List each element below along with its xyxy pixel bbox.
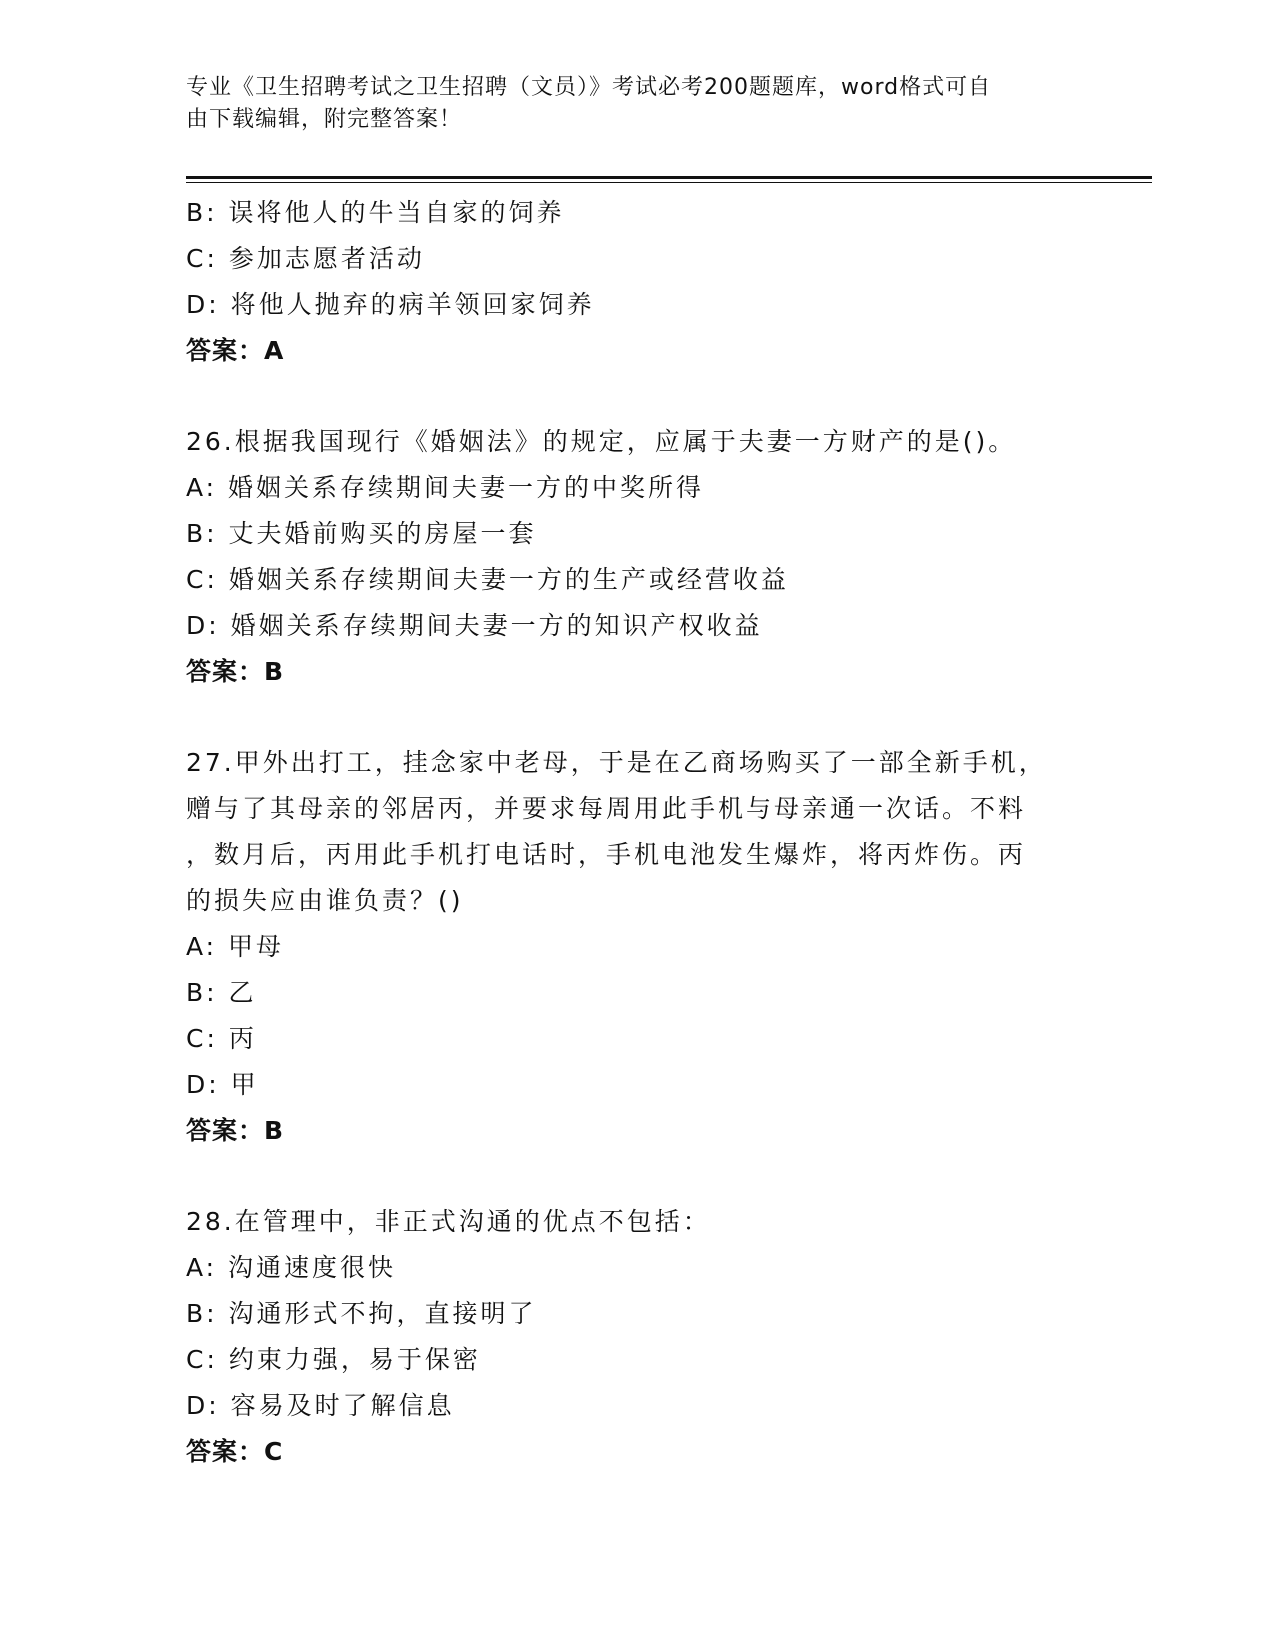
- spacer: [186, 695, 1066, 740]
- option-d: D: 将他人抛弃的病羊领回家饲养: [186, 290, 595, 319]
- header-divider-thin: [186, 182, 1152, 183]
- option-c: C: 参加志愿者活动: [186, 244, 425, 273]
- question-26: [186, 419, 1066, 695]
- question-content: [186, 190, 1066, 1475]
- option-d: D: 甲: [186, 1070, 259, 1099]
- question-text-line-4: 的损失应由谁负责？(): [186, 886, 464, 915]
- question-text: 28.在管理中，非正式沟通的优点不包括：: [186, 1207, 711, 1236]
- question-27: [186, 740, 1066, 1154]
- option-b: B: 误将他人的牛当自家的饲养: [186, 198, 565, 227]
- option-a: A: 甲母: [186, 932, 285, 961]
- option-d: D: 容易及时了解信息: [186, 1391, 455, 1420]
- option-b: B: 沟通形式不拘，直接明了: [186, 1299, 537, 1328]
- question-text-line-3: ，数月后，丙用此手机打电话时，手机电池发生爆炸，将丙炸伤。丙: [186, 840, 1027, 869]
- question-28: [186, 1199, 1066, 1475]
- option-b: B: 丈夫婚前购买的房屋一套: [186, 519, 537, 548]
- header-line-1: 专业《卫生招聘考试之卫生招聘（文员）》考试必考200题题库，word格式可自: [186, 75, 992, 100]
- option-c: C: 婚姻关系存续期间夫妻一方的生产或经营收益: [186, 565, 789, 594]
- option-a: A: 婚姻关系存续期间夫妻一方的中奖所得: [186, 473, 705, 502]
- answer: 答案：C: [186, 1437, 284, 1466]
- header-divider-thick: [186, 176, 1152, 179]
- option-a: A: 沟通速度很快: [186, 1253, 397, 1282]
- question-text-line-2: 赠与了其母亲的邻居丙，并要求每周用此手机与母亲通一次话。不料: [186, 794, 1027, 823]
- answer: 答案：A: [186, 336, 285, 365]
- question-25-tail: [186, 190, 1066, 374]
- option-d: D: 婚姻关系存续期间夫妻一方的知识产权收益: [186, 611, 763, 640]
- header-line-2: 由下载编辑，附完整答案！: [186, 107, 463, 132]
- document-header: [186, 72, 1066, 136]
- question-text: 26.根据我国现行《婚姻法》的规定，应属于夫妻一方财产的是()。: [186, 427, 1017, 456]
- option-c: C: 丙: [186, 1024, 257, 1053]
- answer: 答案：B: [186, 1116, 285, 1145]
- spacer: [186, 374, 1066, 419]
- option-b: B: 乙: [186, 978, 257, 1007]
- spacer: [186, 1154, 1066, 1199]
- option-c: C: 约束力强，易于保密: [186, 1345, 481, 1374]
- answer: 答案：B: [186, 657, 285, 686]
- question-text-line-1: 27.甲外出打工，挂念家中老母，于是在乙商场购买了一部全新手机，: [186, 748, 1047, 777]
